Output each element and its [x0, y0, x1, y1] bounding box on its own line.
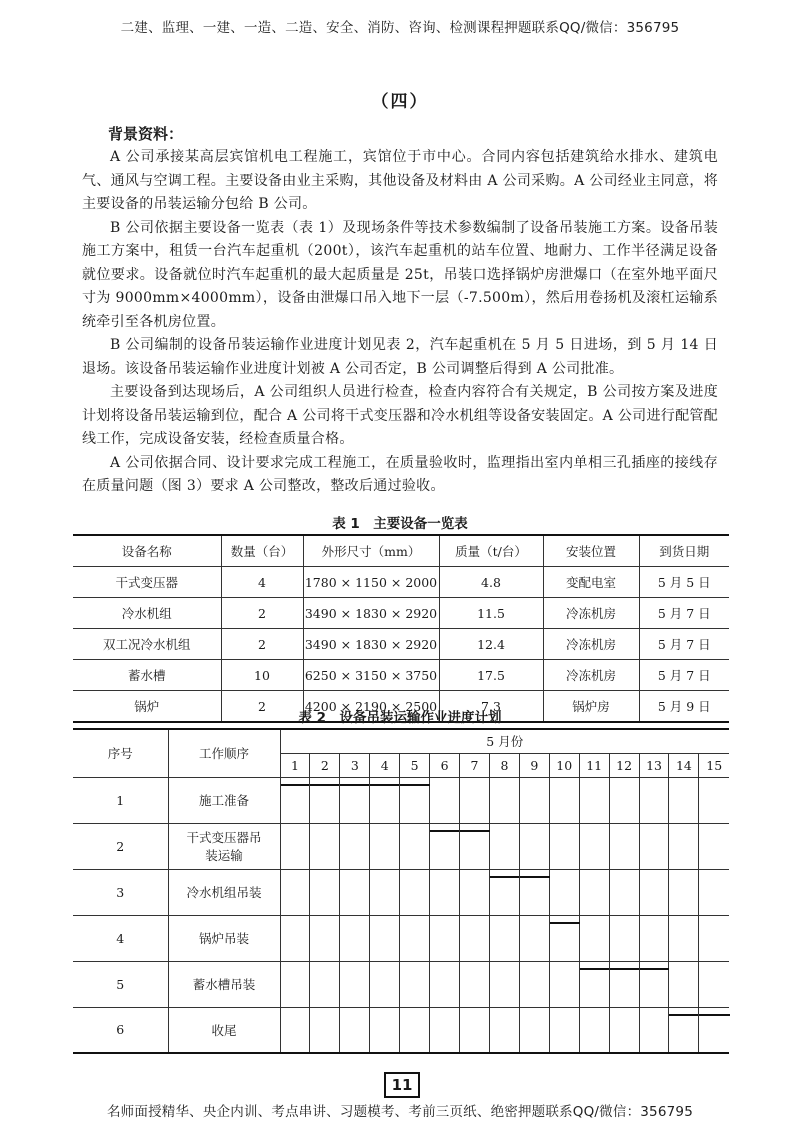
day-cell [370, 1007, 400, 1053]
paragraph: A 公司依据合同、设计要求完成工程施工，在质量验收时，监理指出室内单相三孔插座的接线存在质量问题（图 3）要求 A 公司整改，整改后通过验收。 [82, 454, 718, 494]
table-cell: 锅炉房 [543, 691, 639, 723]
table-header-cell: 工作顺序 [168, 729, 280, 777]
day-cell [579, 1007, 609, 1053]
table-cell: 3490 × 1830 × 2920 [303, 629, 439, 660]
table-cell: 4200 × 2190 × 2500 [303, 691, 439, 723]
schedule-bar-segment [610, 968, 639, 970]
day-cell [280, 961, 310, 1007]
table-cell: 1780 × 1150 × 2000 [303, 567, 439, 598]
day-cell [639, 823, 669, 869]
paragraph: A 公司承接某高层宾馆机电工程施工，宾馆位于市中心。合同内容包括建筑给水排水、建筑电气、通风与空调工程。主要设备由业主采购，其他设备及材料由 A 公司采购。A 公司经业主同意，将主要设备的吊装运输分包给 B 公司。 [82, 149, 718, 212]
table-header-row [73, 535, 729, 567]
table-row [73, 961, 729, 1007]
day-cell [400, 869, 430, 915]
day-cell [340, 961, 370, 1007]
day-cell [639, 777, 669, 823]
day-header-cell: 4 [370, 753, 400, 777]
paragraph: B 公司依据主要设备一览表（表 1）及现场条件等技术参数编制了设备吊装施工方案。设备吊装施工方案中，租赁一台汽车起重机（200t），该汽车起重机的站车位置、地耐力、工作半径满足设备就位要求。设备就位时汽车起重机的最大起质量是 25t，吊装口选择锅炉房泄爆口（在室外地平面尺寸为 9000mm×4000mm），设备由泄爆口吊入地下一层（-7.500m），然后用卷扬机及滚杠运输系统牵引至各机房位置。 [82, 219, 718, 330]
day-cell [370, 777, 400, 823]
day-cell [460, 961, 490, 1007]
schedule-bar-segment [340, 784, 369, 786]
day-header-cell: 5 [400, 753, 430, 777]
day-cell [549, 823, 579, 869]
day-cell [430, 1007, 460, 1053]
table-cell: 5 月 7 日 [639, 660, 729, 691]
schedule-bar-segment [281, 784, 310, 786]
table1-caption: 表 1 主要设备一览表 [332, 516, 468, 532]
schedule-bar-segment [310, 784, 339, 786]
table-row [73, 1007, 729, 1053]
schedule-bar-segment [580, 968, 609, 970]
day-cell [430, 961, 460, 1007]
day-cell [639, 915, 669, 961]
table-cell: 10 [221, 660, 303, 691]
table-cell: 2 [221, 598, 303, 629]
paragraph: 主要设备到达现场后，A 公司组织人员进行检查，检查内容符合有关规定，B 公司按方案及进度计划将设备吊装运输到位，配合 A 公司将干式变压器和冷水机组等设备安装固定。A 公司进行配管配线工作，完成设备安装，经检查质量合格。 [82, 384, 718, 447]
table-cell: 5 月 7 日 [639, 629, 729, 660]
schedule-bar-segment [699, 1014, 730, 1016]
table-row [73, 567, 729, 598]
day-cell [310, 869, 340, 915]
day-cell [489, 961, 519, 1007]
footer-promo: 名师面授精华、央企内训、考点串讲、习题模考、考前三页纸、绝密押题联系QQ/微信：356795 [106, 1104, 694, 1120]
table-cell: 4.8 [439, 567, 543, 598]
day-cell [549, 869, 579, 915]
header-promo: 二建、监理、一建、一造、二造、安全、消防、咨询、检测课程押题联系QQ/微信：356795 [120, 20, 680, 36]
day-cell [340, 915, 370, 961]
table-cell: 6250 × 3150 × 3750 [303, 660, 439, 691]
day-cell [699, 869, 729, 915]
day-cell [430, 915, 460, 961]
day-header-cell: 12 [609, 753, 639, 777]
day-cell [699, 1007, 729, 1053]
day-cell [669, 1007, 699, 1053]
day-cell [430, 777, 460, 823]
day-cell [519, 777, 549, 823]
day-cell [430, 869, 460, 915]
day-cell [340, 1007, 370, 1053]
schedule-table [73, 728, 729, 1054]
table-cell: 冷水机组 [73, 598, 221, 629]
table-row [73, 823, 729, 869]
day-cell [280, 915, 310, 961]
task-seq-cell: 6 [73, 1007, 168, 1053]
table-cell: 5 月 5 日 [639, 567, 729, 598]
table-header-cell: 到货日期 [639, 535, 729, 567]
day-cell [370, 915, 400, 961]
day-cell [280, 869, 310, 915]
task-name-cell: 冷水机组吊装 [168, 869, 280, 915]
day-cell [400, 915, 430, 961]
day-cell [579, 961, 609, 1007]
day-cell [609, 915, 639, 961]
day-cell [310, 915, 340, 961]
table-cell: 12.4 [439, 629, 543, 660]
day-cell [460, 915, 490, 961]
day-cell [280, 777, 310, 823]
table-cell: 冷冻机房 [543, 598, 639, 629]
table-cell: 蓄水槽 [73, 660, 221, 691]
day-cell [519, 1007, 549, 1053]
day-cell [699, 961, 729, 1007]
schedule-bar-segment [400, 784, 430, 786]
day-cell [639, 1007, 669, 1053]
day-cell [549, 915, 579, 961]
day-cell [639, 869, 669, 915]
task-name-cell: 施工准备 [168, 777, 280, 823]
day-cell [579, 823, 609, 869]
task-name-cell: 蓄水槽吊装 [168, 961, 280, 1007]
day-cell [609, 823, 639, 869]
day-cell [340, 869, 370, 915]
day-cell [699, 823, 729, 869]
table-cell: 17.5 [439, 660, 543, 691]
schedule-bar-segment [640, 968, 670, 970]
table-header-cell: 设备名称 [73, 535, 221, 567]
day-cell [370, 823, 400, 869]
page-number: 11 [384, 1072, 420, 1098]
day-cell [699, 915, 729, 961]
task-name-cell: 收尾 [168, 1007, 280, 1053]
table-cell: 3490 × 1830 × 2920 [303, 598, 439, 629]
table-cell: 锅炉 [73, 691, 221, 723]
background-heading: 背景资料： [108, 125, 184, 143]
table-cell: 冷冻机房 [543, 660, 639, 691]
background-body [82, 146, 718, 499]
day-cell [519, 823, 549, 869]
day-cell [669, 961, 699, 1007]
day-cell [489, 915, 519, 961]
day-cell [669, 823, 699, 869]
table-cell: 7.3 [439, 691, 543, 723]
day-cell [519, 869, 549, 915]
day-cell [489, 823, 519, 869]
equipment-table [73, 534, 729, 723]
day-cell [549, 777, 579, 823]
day-cell [519, 961, 549, 1007]
schedule-bar-segment [550, 922, 580, 924]
day-cell [579, 869, 609, 915]
schedule-bar-segment [520, 876, 550, 878]
day-cell [669, 777, 699, 823]
day-cell [460, 1007, 490, 1053]
day-cell [340, 777, 370, 823]
table-header-cell: 安装位置 [543, 535, 639, 567]
day-cell [430, 823, 460, 869]
day-header-cell: 2 [310, 753, 340, 777]
day-cell [340, 823, 370, 869]
day-cell [489, 777, 519, 823]
table-cell: 冷冻机房 [543, 629, 639, 660]
table-header-cell: 序号 [73, 729, 168, 777]
task-name-cell: 干式变压器吊装运输 [168, 823, 280, 869]
table-cell: 4 [221, 567, 303, 598]
day-cell [669, 869, 699, 915]
day-cell [609, 777, 639, 823]
schedule-bar-segment [460, 830, 490, 832]
day-cell [400, 823, 430, 869]
day-cell [489, 869, 519, 915]
schedule-bar-segment [430, 830, 459, 832]
day-cell [280, 1007, 310, 1053]
table-cell: 干式变压器 [73, 567, 221, 598]
day-cell [310, 823, 340, 869]
table-header-cell: 外形尺寸（mm） [303, 535, 439, 567]
day-cell [609, 869, 639, 915]
table-row [73, 915, 729, 961]
table-row [73, 660, 729, 691]
day-cell [519, 915, 549, 961]
task-seq-cell: 3 [73, 869, 168, 915]
schedule-bar-segment [370, 784, 399, 786]
day-cell [609, 1007, 639, 1053]
table-cell: 双工况冷水机组 [73, 629, 221, 660]
table-cell: 5 月 7 日 [639, 598, 729, 629]
task-seq-cell: 1 [73, 777, 168, 823]
day-cell [370, 869, 400, 915]
day-header-cell: 10 [549, 753, 579, 777]
schedule-bar-segment [669, 1014, 698, 1016]
table-header-cell: 数量（台） [221, 535, 303, 567]
table2-caption: 表 2 设备吊装运输作业进度计划 [298, 710, 502, 726]
task-seq-cell: 2 [73, 823, 168, 869]
day-header-cell: 13 [639, 753, 669, 777]
schedule-bar-segment [490, 876, 519, 878]
day-cell [699, 777, 729, 823]
day-header-cell: 6 [430, 753, 460, 777]
day-header-cell: 9 [519, 753, 549, 777]
day-header-cell: 11 [579, 753, 609, 777]
month-header: 5 月份 [280, 729, 729, 753]
day-cell [400, 1007, 430, 1053]
table-row [73, 869, 729, 915]
day-cell [579, 777, 609, 823]
day-header-cell: 8 [489, 753, 519, 777]
day-cell [489, 1007, 519, 1053]
table-cell: 11.5 [439, 598, 543, 629]
paragraph: B 公司编制的设备吊装运输作业进度计划见表 2，汽车起重机在 5 月 5 日进场，到 5 月 14 日退场。该设备吊装运输作业进度计划被 A 公司否定，B 公司调整后得到 A 公司批准。 [82, 337, 718, 377]
section-title: （四） [371, 92, 429, 112]
day-cell [549, 961, 579, 1007]
table-cell: 2 [221, 691, 303, 723]
day-header-cell: 3 [340, 753, 370, 777]
day-cell [310, 777, 340, 823]
day-cell [460, 869, 490, 915]
table-row [73, 777, 729, 823]
table-header-row [73, 729, 729, 753]
table-cell: 2 [221, 629, 303, 660]
day-cell [460, 777, 490, 823]
day-header-cell: 7 [460, 753, 490, 777]
table-row [73, 629, 729, 660]
day-cell [669, 915, 699, 961]
day-cell [609, 961, 639, 1007]
table-row [73, 598, 729, 629]
task-name-cell: 锅炉吊装 [168, 915, 280, 961]
day-header-cell: 14 [669, 753, 699, 777]
task-seq-cell: 5 [73, 961, 168, 1007]
day-cell [280, 823, 310, 869]
day-cell [400, 961, 430, 1007]
day-header-cell: 15 [699, 753, 729, 777]
day-cell [549, 1007, 579, 1053]
day-cell [310, 1007, 340, 1053]
day-cell [460, 823, 490, 869]
day-header-cell: 1 [280, 753, 310, 777]
day-cell [310, 961, 340, 1007]
table-cell: 5 月 9 日 [639, 691, 729, 723]
table-cell: 变配电室 [543, 567, 639, 598]
day-cell [400, 777, 430, 823]
table-header-cell: 质量（t/台） [439, 535, 543, 567]
day-cell [579, 915, 609, 961]
day-cell [639, 961, 669, 1007]
day-cell [370, 961, 400, 1007]
task-seq-cell: 4 [73, 915, 168, 961]
